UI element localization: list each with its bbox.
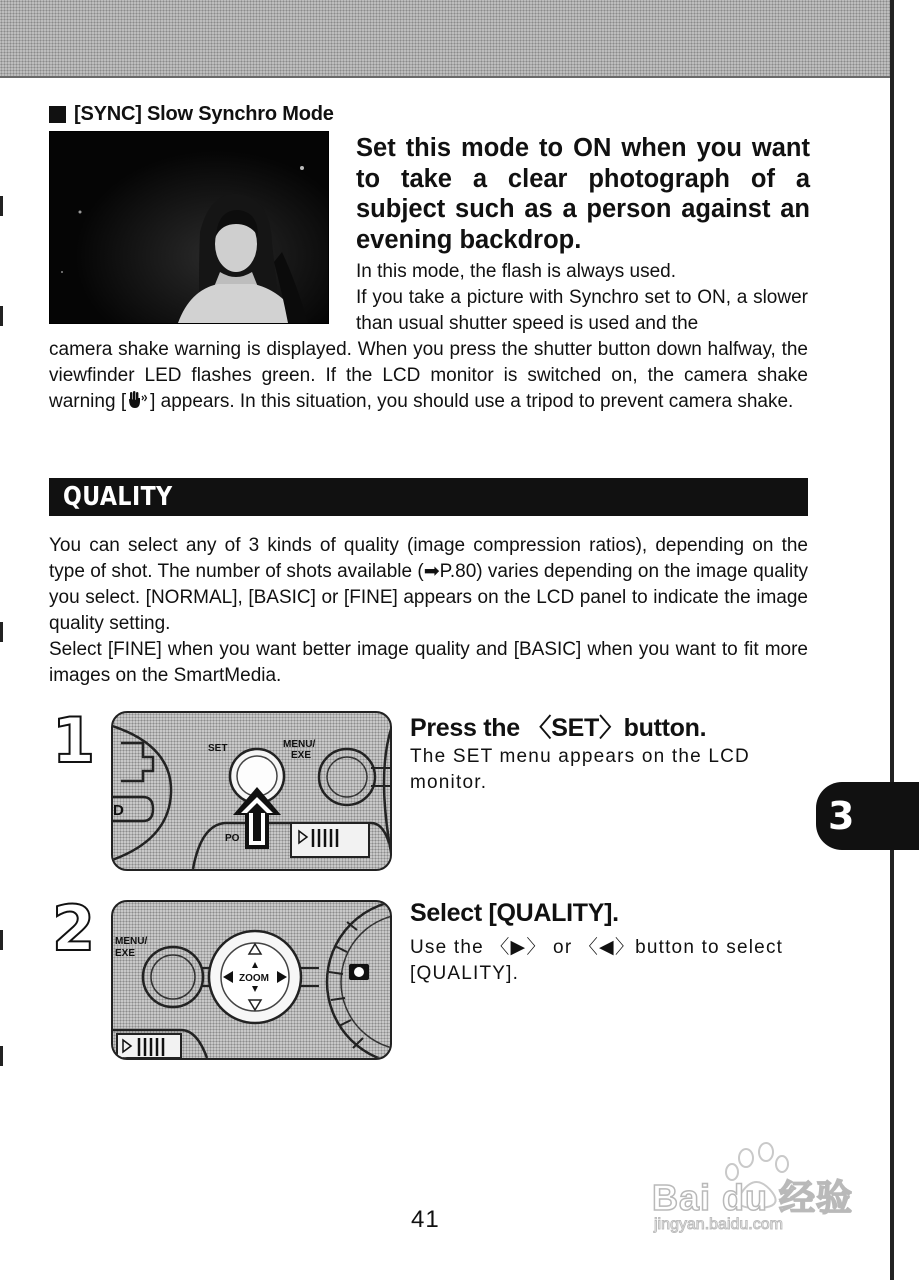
chapter-tab (816, 782, 919, 850)
sync-intro-line1: In this mode, the flash is always used. (356, 261, 676, 282)
svg-text:MENU/: MENU/ (283, 739, 316, 750)
right-button-icon: 〈▶〉 (490, 937, 547, 958)
step-2-number: 2 (52, 892, 96, 965)
sync-continuation (49, 337, 808, 417)
quality-section-bar (49, 478, 808, 516)
quality-para2: Select [FINE] when you want better image quality and [BASIC] when you want to fit more images on the SmartMedia. (49, 639, 808, 686)
step-1-description: The SET menu appears on the LCD monitor. (410, 746, 750, 793)
quality-para1 (49, 533, 808, 637)
evening-portrait-photo (49, 131, 329, 324)
sync-intro (356, 259, 808, 337)
left-button-icon: 〈◀〉 (578, 937, 636, 958)
set-label: SET (208, 743, 228, 754)
svg-text:PO: PO (225, 833, 240, 844)
arrow-right-icon: ➡ (423, 561, 440, 582)
step-2-desc-b: button to select [QUALITY]. (410, 937, 784, 984)
step-1-title-a: Press the (410, 714, 527, 742)
set-key-label: 〈SET〉 (526, 714, 624, 742)
step-2-desc-a: Use the (410, 937, 491, 958)
step-2-desc-mid: or (546, 937, 579, 958)
baidu-watermark (650, 1140, 870, 1240)
sync-lead-text: Set this mode to ON when you want to take a clear photograph of a subject such as a person against an evening backdrop. (356, 134, 810, 254)
step-2-title: Select [QUALITY]. (410, 899, 619, 927)
chapter-number: 3 (828, 794, 855, 838)
step-1-number: 1 (52, 704, 96, 777)
svg-text:D: D (113, 802, 124, 819)
square-bullet-icon (49, 106, 66, 123)
svg-text:EXE: EXE (115, 948, 136, 959)
quality-para1-b: ) varies depending on the image quality you select. [NORMAL], [BASIC] or [FINE] appears on the LCD panel to indicate the image quality setting. (49, 561, 809, 634)
page-number: 41 (411, 1206, 440, 1233)
quality-bar-title: QUALITY (63, 482, 173, 512)
svg-text:MENU/: MENU/ (115, 936, 148, 947)
page-edge-rule (890, 0, 894, 1280)
top-halftone-band (0, 0, 892, 78)
set-key-text: SET (551, 714, 599, 742)
sync-heading-text: [SYNC] Slow Synchro Mode (74, 103, 334, 125)
page-reference: P.80 (439, 561, 477, 582)
quality-para1-a: You can select any of 3 kinds of quality (image compression ratios), depending on the type of shot. The number of shots available ( (49, 535, 808, 582)
svg-text:ZOOM: ZOOM (239, 973, 269, 984)
camera-back-zoom-diagram (113, 902, 390, 1058)
camera-back-set-diagram (113, 713, 390, 869)
sync-heading (49, 103, 334, 126)
camera-shake-icon (128, 391, 148, 417)
sync-continuation-b: ] appears. In this situation, you should use a tripod to prevent camera shake. (150, 391, 794, 412)
sync-continuation-a: camera shake warning is displayed. When you press the shutter button down halfway, the viewfinder LED flashes green. If the LCD monitor is switched on, the camera shake warning [ (49, 339, 808, 412)
step-2-description (410, 935, 808, 987)
svg-text:EXE: EXE (291, 750, 312, 761)
quality-description (49, 533, 808, 689)
step-1-title (410, 708, 706, 744)
zoom-button-illustration (111, 900, 392, 1060)
watermark-url: jingyan.baidu.com (654, 1216, 783, 1233)
sync-intro-line2: If you take a picture with Synchro set to ON, a slower than usual shutter speed is used and the (356, 287, 808, 334)
set-button-illustration (111, 711, 392, 871)
watermark-text: Bai du 经验 (652, 1177, 854, 1218)
step-1-title-b: button. (623, 714, 707, 742)
